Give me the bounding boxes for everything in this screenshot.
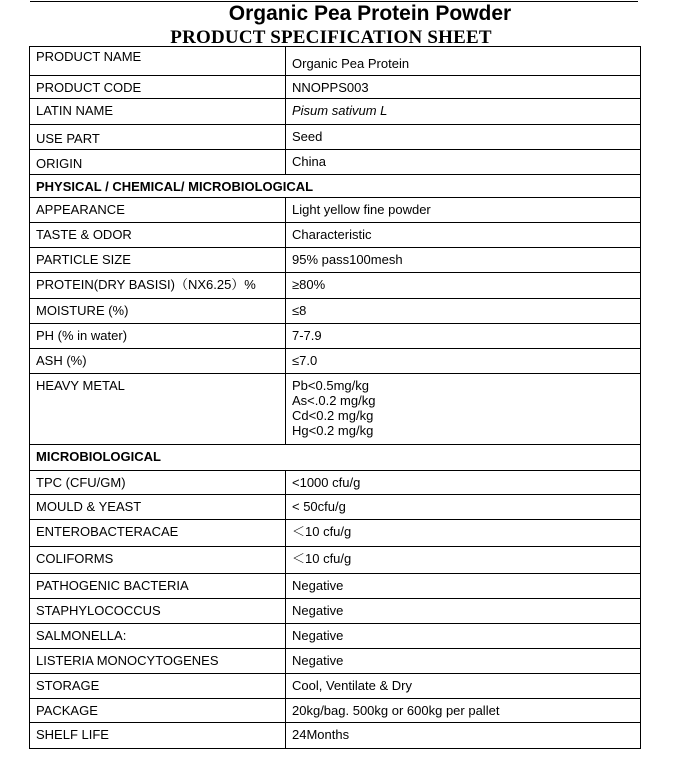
table-row <box>30 495 641 520</box>
section-row <box>30 175 641 198</box>
spec-value: 20kg/bag. 500kg or 600kg per pallet <box>286 699 641 723</box>
spec-value: < 50cfu/g <box>286 495 641 520</box>
spec-value: 7-7.9 <box>286 324 641 349</box>
table-row <box>30 674 641 699</box>
spec-key: MOULD & YEAST <box>30 495 286 520</box>
spec-value: Cool, Ventilate & Dry <box>286 674 641 699</box>
spec-value: ＜10 cfu/g <box>286 520 641 547</box>
table-row <box>30 198 641 223</box>
spec-value: ≥80% <box>286 273 641 299</box>
spec-value: China <box>286 150 641 175</box>
table-row <box>30 248 641 273</box>
spec-key: TPC (CFU/GM) <box>30 471 286 495</box>
table-row <box>30 649 641 674</box>
spec-value: 24Months <box>286 723 641 749</box>
table-row <box>30 471 641 495</box>
spec-key: PROTEIN(DRY BASISI)（NX6.25）% <box>30 273 286 299</box>
spec-value: ＜10 cfu/g <box>286 547 641 574</box>
spec-value: ≤7.0 <box>286 349 641 374</box>
spec-value: Negative <box>286 574 641 599</box>
spec-key: LISTERIA MONOCYTOGENES <box>30 649 286 674</box>
table-row <box>30 324 641 349</box>
table-row <box>30 547 641 574</box>
spec-value: 95% pass100mesh <box>286 248 641 273</box>
table-row <box>30 723 641 749</box>
spec-key: ORIGIN <box>30 150 286 175</box>
table-row <box>30 76 641 99</box>
spec-key: HEAVY METAL <box>30 374 286 445</box>
table-row <box>30 599 641 624</box>
table-row <box>30 273 641 299</box>
table-row <box>30 150 641 175</box>
spec-value: Seed <box>286 125 641 150</box>
spec-value: Negative <box>286 624 641 649</box>
spec-key: PACKAGE <box>30 699 286 723</box>
section-heading: PHYSICAL / CHEMICAL/ MICROBIOLOGICAL <box>30 175 641 198</box>
spec-value: Light yellow fine powder <box>286 198 641 223</box>
spec-key: APPEARANCE <box>30 198 286 223</box>
spec-value: Pisum sativum L <box>286 99 641 125</box>
document-title: Organic Pea Protein Powder <box>228 2 512 25</box>
table-row <box>30 374 641 445</box>
spec-value: NNOPPS003 <box>286 76 641 99</box>
spec-key: STORAGE <box>30 674 286 699</box>
document-subtitle: PRODUCT SPECIFICATION SHEET <box>170 27 492 48</box>
spec-key: PATHOGENIC BACTERIA <box>30 574 286 599</box>
spec-value: Organic Pea Protein <box>286 47 641 76</box>
spec-value: Negative <box>286 599 641 624</box>
table-row <box>30 520 641 547</box>
spec-key: PRODUCT NAME <box>30 47 286 76</box>
spec-key: LATIN NAME <box>30 99 286 125</box>
specification-table <box>29 46 641 749</box>
table-row <box>30 125 641 150</box>
table-row <box>30 699 641 723</box>
spec-key: SALMONELLA: <box>30 624 286 649</box>
spec-key: ENTEROBACTERACAE <box>30 520 286 547</box>
table-row <box>30 47 641 76</box>
spec-key: USE PART <box>30 125 286 150</box>
spec-value: Pb<0.5mg/kg As<.0.2 mg/kg Cd<0.2 mg/kg Hg<0.2 mg/kg <box>286 374 641 445</box>
spec-value: <1000 cfu/g <box>286 471 641 495</box>
spec-key: PARTICLE SIZE <box>30 248 286 273</box>
section-heading: MICROBIOLOGICAL <box>30 445 641 471</box>
spec-key: PH (% in water) <box>30 324 286 349</box>
spec-key: STAPHYLOCOCCUS <box>30 599 286 624</box>
table-row <box>30 299 641 324</box>
section-row <box>30 445 641 471</box>
spec-key: MOISTURE (%) <box>30 299 286 324</box>
spec-key: PRODUCT CODE <box>30 76 286 99</box>
table-row <box>30 624 641 649</box>
spec-key: ASH (%) <box>30 349 286 374</box>
table-row <box>30 223 641 248</box>
table-row <box>30 574 641 599</box>
spec-value: Characteristic <box>286 223 641 248</box>
spec-value: ≤8 <box>286 299 641 324</box>
spec-key: COLIFORMS <box>30 547 286 574</box>
spec-value: Negative <box>286 649 641 674</box>
table-row <box>30 349 641 374</box>
spec-key: TASTE & ODOR <box>30 223 286 248</box>
table-row <box>30 99 641 125</box>
spec-key: SHELF LIFE <box>30 723 286 749</box>
